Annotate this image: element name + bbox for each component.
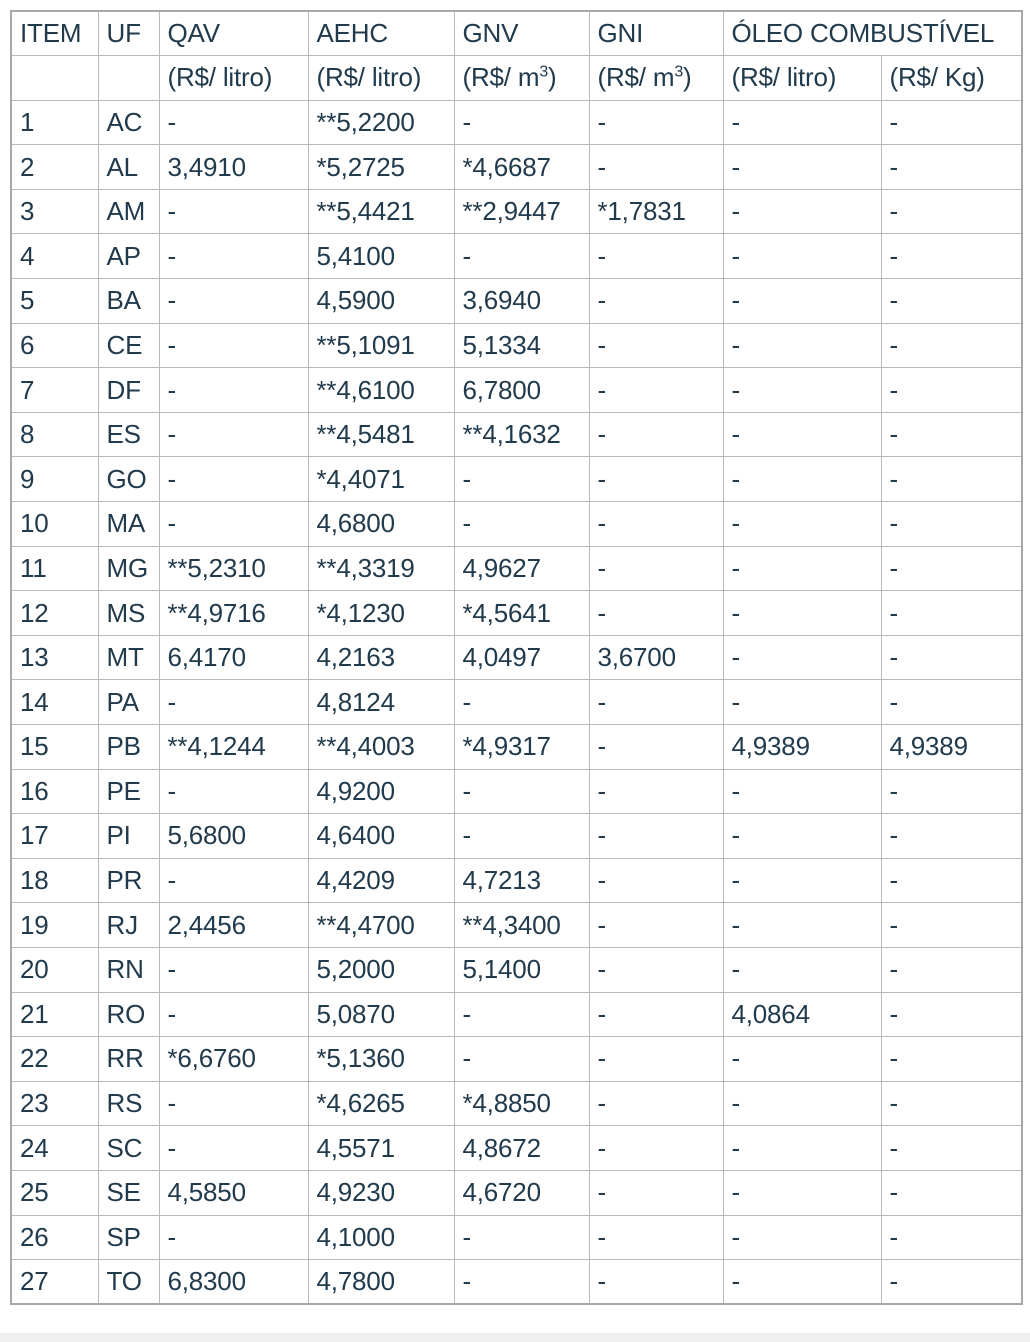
header-gnv-unit: (R$/ $m^3$): [454, 56, 589, 101]
qav-cell: *6,6760: [159, 1037, 308, 1082]
aehc-cell: 4,8124: [308, 680, 454, 725]
gnv-cell: -: [454, 457, 589, 502]
oleo-kg-cell: 4,9389: [881, 725, 1022, 770]
item-cell: 12: [11, 591, 98, 636]
aehc-cell: 4,4209: [308, 858, 454, 903]
oleo-kg-cell: -: [881, 546, 1022, 591]
oleo-litro-cell: -: [723, 1170, 881, 1215]
oleo-kg-cell: -: [881, 1037, 1022, 1082]
uf-cell: MA: [98, 502, 159, 547]
table-row: [11, 323, 1022, 368]
gni-cell: -: [589, 1081, 723, 1126]
table-row: [11, 591, 1022, 636]
table-row: [11, 234, 1022, 279]
qav-cell: -: [159, 992, 308, 1037]
table-row: [11, 903, 1022, 948]
gni-cell: -: [589, 992, 723, 1037]
uf-cell: PR: [98, 858, 159, 903]
header-item: ITEM: [11, 11, 98, 56]
oleo-kg-cell: -: [881, 769, 1022, 814]
item-cell: 19: [11, 903, 98, 948]
header-qav: QAV: [159, 11, 308, 56]
table-row: [11, 769, 1022, 814]
oleo-kg-cell: -: [881, 992, 1022, 1037]
gnv-cell: 3,6940: [454, 279, 589, 324]
aehc-cell: 5,0870: [308, 992, 454, 1037]
gni-cell: -: [589, 412, 723, 457]
qav-cell: -: [159, 279, 308, 324]
aehc-cell: *4,6265: [308, 1081, 454, 1126]
oleo-kg-cell: -: [881, 1215, 1022, 1260]
oleo-litro-cell: -: [723, 189, 881, 234]
item-cell: 27: [11, 1260, 98, 1305]
oleo-litro-cell: -: [723, 412, 881, 457]
gni-cell: -: [589, 323, 723, 368]
oleo-kg-cell: -: [881, 145, 1022, 190]
uf-cell: GO: [98, 457, 159, 502]
gnv-cell: **4,3400: [454, 903, 589, 948]
gnv-cell: -: [454, 992, 589, 1037]
header-oleo-litro-unit: (R$/ litro): [723, 56, 881, 101]
qav-cell: 6,8300: [159, 1260, 308, 1305]
gnv-cell: -: [454, 1037, 589, 1082]
table-row: [11, 1170, 1022, 1215]
uf-cell: RN: [98, 947, 159, 992]
uf-cell: AL: [98, 145, 159, 190]
cubic-meter-superscript: 3: [674, 63, 684, 81]
gni-cell: -: [589, 1260, 723, 1305]
gni-cell: -: [589, 903, 723, 948]
oleo-litro-cell: -: [723, 100, 881, 145]
oleo-litro-cell: -: [723, 903, 881, 948]
gni-cell: -: [589, 858, 723, 903]
uf-cell: SP: [98, 1215, 159, 1260]
uf-cell: CE: [98, 323, 159, 368]
gnv-cell: -: [454, 769, 589, 814]
gnv-cell: -: [454, 1215, 589, 1260]
item-cell: 1: [11, 100, 98, 145]
oleo-litro-cell: -: [723, 1126, 881, 1171]
item-cell: 18: [11, 858, 98, 903]
aehc-cell: 4,9200: [308, 769, 454, 814]
item-cell: 14: [11, 680, 98, 725]
uf-cell: RS: [98, 1081, 159, 1126]
oleo-kg-cell: -: [881, 680, 1022, 725]
oleo-kg-cell: -: [881, 189, 1022, 234]
aehc-cell: 4,9230: [308, 1170, 454, 1215]
aehc-cell: *4,4071: [308, 457, 454, 502]
header-aehc: AEHC: [308, 11, 454, 56]
table-row: [11, 947, 1022, 992]
qav-cell: 3,4910: [159, 145, 308, 190]
item-cell: 24: [11, 1126, 98, 1171]
aehc-cell: *5,2725: [308, 145, 454, 190]
uf-cell: MG: [98, 546, 159, 591]
aehc-cell: **4,6100: [308, 368, 454, 413]
item-cell: 20: [11, 947, 98, 992]
oleo-litro-cell: 4,9389: [723, 725, 881, 770]
table-row: [11, 858, 1022, 903]
oleo-litro-cell: 4,0864: [723, 992, 881, 1037]
gnv-cell: -: [454, 680, 589, 725]
item-cell: 25: [11, 1170, 98, 1215]
item-cell: 23: [11, 1081, 98, 1126]
oleo-litro-cell: -: [723, 680, 881, 725]
gnv-cell: 6,7800: [454, 368, 589, 413]
gnv-cell: 5,1400: [454, 947, 589, 992]
item-cell: 6: [11, 323, 98, 368]
oleo-litro-cell: -: [723, 858, 881, 903]
qav-cell: -: [159, 189, 308, 234]
oleo-litro-cell: -: [723, 1037, 881, 1082]
item-cell: 15: [11, 725, 98, 770]
uf-cell: AC: [98, 100, 159, 145]
uf-cell: PI: [98, 814, 159, 859]
qav-cell: -: [159, 858, 308, 903]
qav-cell: -: [159, 457, 308, 502]
oleo-litro-cell: -: [723, 635, 881, 680]
table-row: [11, 725, 1022, 770]
oleo-kg-cell: -: [881, 947, 1022, 992]
gnv-cell: **2,9447: [454, 189, 589, 234]
aehc-cell: 4,6800: [308, 502, 454, 547]
table-row: [11, 368, 1022, 413]
qav-cell: -: [159, 1126, 308, 1171]
gnv-cell: 4,8672: [454, 1126, 589, 1171]
item-cell: 2: [11, 145, 98, 190]
gni-cell: -: [589, 814, 723, 859]
table-row: [11, 1260, 1022, 1305]
oleo-litro-cell: -: [723, 279, 881, 324]
gnv-cell: 4,6720: [454, 1170, 589, 1215]
oleo-litro-cell: -: [723, 1081, 881, 1126]
oleo-kg-cell: -: [881, 635, 1022, 680]
header-oleo-combustivel: ÓLEO COMBUSTÍVEL: [723, 11, 1022, 56]
item-cell: 8: [11, 412, 98, 457]
table-row: [11, 1126, 1022, 1171]
gnv-cell: -: [454, 1260, 589, 1305]
table-header: [11, 11, 1022, 100]
aehc-cell: **4,4003: [308, 725, 454, 770]
oleo-kg-cell: -: [881, 323, 1022, 368]
uf-cell: PA: [98, 680, 159, 725]
oleo-kg-cell: -: [881, 591, 1022, 636]
gni-cell: -: [589, 725, 723, 770]
gni-cell: -: [589, 145, 723, 190]
aehc-cell: 4,1000: [308, 1215, 454, 1260]
gni-cell: *1,7831: [589, 189, 723, 234]
aehc-cell: 4,7800: [308, 1260, 454, 1305]
header-row-units: [11, 56, 1022, 101]
table-row: [11, 1081, 1022, 1126]
item-cell: 22: [11, 1037, 98, 1082]
header-item-unit: [11, 56, 98, 101]
aehc-cell: 4,5571: [308, 1126, 454, 1171]
qav-cell: -: [159, 680, 308, 725]
gni-cell: -: [589, 1037, 723, 1082]
oleo-litro-cell: -: [723, 323, 881, 368]
uf-cell: BA: [98, 279, 159, 324]
aehc-cell: **5,1091: [308, 323, 454, 368]
qav-cell: -: [159, 769, 308, 814]
gni-cell: -: [589, 279, 723, 324]
table-row: [11, 1215, 1022, 1260]
uf-cell: MS: [98, 591, 159, 636]
aehc-cell: **4,4700: [308, 903, 454, 948]
oleo-litro-cell: -: [723, 502, 881, 547]
gni-cell: -: [589, 502, 723, 547]
item-cell: 7: [11, 368, 98, 413]
gnv-cell: -: [454, 814, 589, 859]
uf-cell: RJ: [98, 903, 159, 948]
oleo-kg-cell: -: [881, 412, 1022, 457]
qav-cell: 5,6800: [159, 814, 308, 859]
table-row: [11, 189, 1022, 234]
gni-cell: -: [589, 1126, 723, 1171]
gnv-cell: *4,9317: [454, 725, 589, 770]
uf-cell: SC: [98, 1126, 159, 1171]
oleo-kg-cell: -: [881, 100, 1022, 145]
qav-cell: -: [159, 323, 308, 368]
qav-cell: -: [159, 1081, 308, 1126]
oleo-litro-cell: -: [723, 145, 881, 190]
item-cell: 5: [11, 279, 98, 324]
uf-cell: DF: [98, 368, 159, 413]
gni-cell: -: [589, 947, 723, 992]
gnv-cell: 4,9627: [454, 546, 589, 591]
fuel-price-table-container: [10, 10, 1023, 1305]
table-row: [11, 145, 1022, 190]
header-gni: GNI: [589, 11, 723, 56]
table-row: [11, 412, 1022, 457]
header-uf-unit: [98, 56, 159, 101]
table-row: [11, 546, 1022, 591]
qav-cell: 2,4456: [159, 903, 308, 948]
oleo-kg-cell: -: [881, 279, 1022, 324]
qav-cell: **4,1244: [159, 725, 308, 770]
item-cell: 3: [11, 189, 98, 234]
aehc-cell: **5,2200: [308, 100, 454, 145]
item-cell: 4: [11, 234, 98, 279]
uf-cell: MT: [98, 635, 159, 680]
oleo-kg-cell: -: [881, 1260, 1022, 1305]
uf-cell: AP: [98, 234, 159, 279]
qav-cell: -: [159, 100, 308, 145]
fuel-price-table: [10, 10, 1023, 1305]
aehc-cell: **5,4421: [308, 189, 454, 234]
aehc-cell: *5,1360: [308, 1037, 454, 1082]
gni-cell: -: [589, 680, 723, 725]
item-cell: 26: [11, 1215, 98, 1260]
oleo-kg-cell: -: [881, 1126, 1022, 1171]
header-qav-unit: (R$/ litro): [159, 56, 308, 101]
header-uf: UF: [98, 11, 159, 56]
qav-cell: **5,2310: [159, 546, 308, 591]
gnv-cell: -: [454, 100, 589, 145]
qav-cell: 4,5850: [159, 1170, 308, 1215]
table-row: [11, 279, 1022, 324]
gni-cell: -: [589, 368, 723, 413]
oleo-litro-cell: -: [723, 457, 881, 502]
aehc-cell: 5,2000: [308, 947, 454, 992]
gni-cell: 3,6700: [589, 635, 723, 680]
oleo-litro-cell: -: [723, 1215, 881, 1260]
qav-cell: 6,4170: [159, 635, 308, 680]
item-cell: 16: [11, 769, 98, 814]
oleo-kg-cell: -: [881, 903, 1022, 948]
gnv-cell: 5,1334: [454, 323, 589, 368]
oleo-kg-cell: -: [881, 858, 1022, 903]
uf-cell: SE: [98, 1170, 159, 1215]
gnv-cell: -: [454, 502, 589, 547]
qav-cell: -: [159, 502, 308, 547]
oleo-litro-cell: -: [723, 814, 881, 859]
gni-cell: -: [589, 1170, 723, 1215]
oleo-litro-cell: -: [723, 591, 881, 636]
item-cell: 13: [11, 635, 98, 680]
oleo-kg-cell: -: [881, 1170, 1022, 1215]
aehc-cell: 4,6400: [308, 814, 454, 859]
oleo-litro-cell: -: [723, 234, 881, 279]
gni-cell: -: [589, 234, 723, 279]
gnv-cell: 4,7213: [454, 858, 589, 903]
gnv-cell: *4,8850: [454, 1081, 589, 1126]
gni-cell: -: [589, 100, 723, 145]
oleo-kg-cell: -: [881, 457, 1022, 502]
aehc-cell: 4,5900: [308, 279, 454, 324]
uf-cell: PE: [98, 769, 159, 814]
item-cell: 11: [11, 546, 98, 591]
oleo-kg-cell: -: [881, 502, 1022, 547]
uf-cell: RR: [98, 1037, 159, 1082]
gnv-cell: **4,1632: [454, 412, 589, 457]
header-aehc-unit: (R$/ litro): [308, 56, 454, 101]
item-cell: 21: [11, 992, 98, 1037]
gnv-cell: *4,5641: [454, 591, 589, 636]
page-bottom-strip: [0, 1333, 1030, 1342]
oleo-kg-cell: -: [881, 234, 1022, 279]
oleo-litro-cell: -: [723, 546, 881, 591]
uf-cell: PB: [98, 725, 159, 770]
uf-cell: TO: [98, 1260, 159, 1305]
qav-cell: **4,9716: [159, 591, 308, 636]
qav-cell: -: [159, 234, 308, 279]
gni-cell: -: [589, 457, 723, 502]
aehc-cell: **4,5481: [308, 412, 454, 457]
gni-cell: -: [589, 769, 723, 814]
aehc-cell: 4,2163: [308, 635, 454, 680]
table-body: [11, 100, 1022, 1304]
aehc-cell: **4,3319: [308, 546, 454, 591]
table-row: [11, 680, 1022, 725]
header-row-labels: [11, 11, 1022, 56]
cubic-meter-superscript: 3: [539, 63, 549, 81]
qav-cell: -: [159, 368, 308, 413]
oleo-kg-cell: -: [881, 814, 1022, 859]
oleo-litro-cell: -: [723, 1260, 881, 1305]
oleo-litro-cell: -: [723, 947, 881, 992]
gni-cell: -: [589, 1215, 723, 1260]
gnv-cell: 4,0497: [454, 635, 589, 680]
uf-cell: RO: [98, 992, 159, 1037]
qav-cell: -: [159, 412, 308, 457]
item-cell: 9: [11, 457, 98, 502]
aehc-cell: *4,1230: [308, 591, 454, 636]
item-cell: 17: [11, 814, 98, 859]
oleo-litro-cell: -: [723, 368, 881, 413]
table-row: [11, 457, 1022, 502]
qav-cell: -: [159, 1215, 308, 1260]
aehc-cell: 5,4100: [308, 234, 454, 279]
qav-cell: -: [159, 947, 308, 992]
item-cell: 10: [11, 502, 98, 547]
table-row: [11, 1037, 1022, 1082]
table-row: [11, 502, 1022, 547]
uf-cell: ES: [98, 412, 159, 457]
table-row: [11, 100, 1022, 145]
table-row: [11, 992, 1022, 1037]
header-oleo-kg-unit: (R$/ Kg): [881, 56, 1022, 101]
gnv-cell: *4,6687: [454, 145, 589, 190]
oleo-kg-cell: -: [881, 1081, 1022, 1126]
table-row: [11, 814, 1022, 859]
oleo-kg-cell: -: [881, 368, 1022, 413]
gni-cell: -: [589, 546, 723, 591]
table-row: [11, 635, 1022, 680]
header-gni-unit: (R$/ $m^3$): [589, 56, 723, 101]
oleo-litro-cell: -: [723, 769, 881, 814]
header-gnv: GNV: [454, 11, 589, 56]
gni-cell: -: [589, 591, 723, 636]
uf-cell: AM: [98, 189, 159, 234]
gnv-cell: -: [454, 234, 589, 279]
